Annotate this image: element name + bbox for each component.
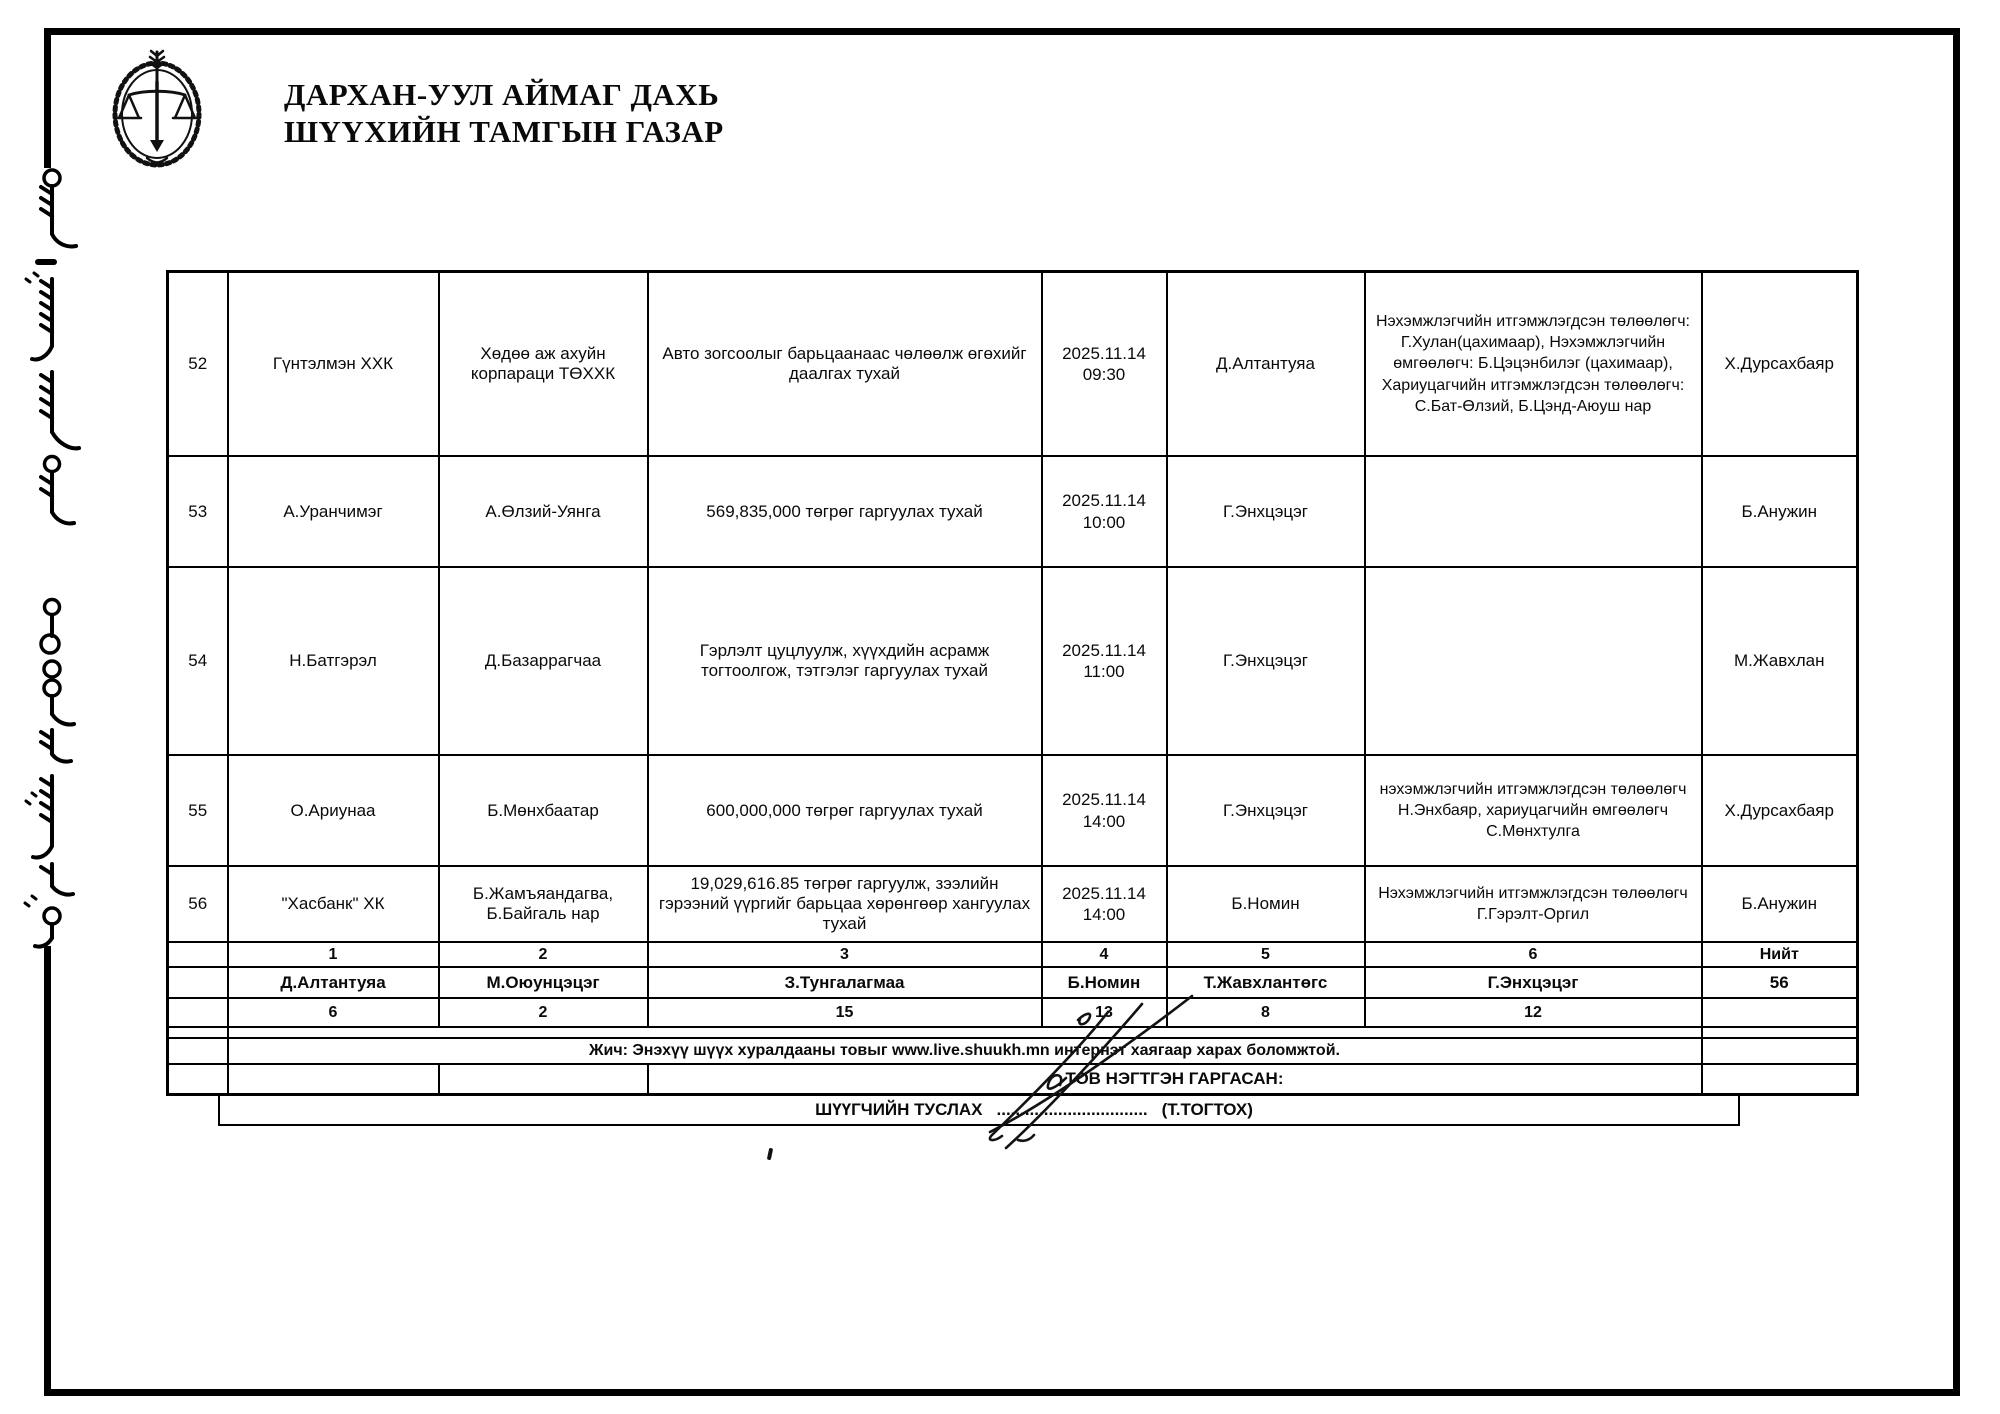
defendant-cell: А.Өлзий-Уянга [439, 456, 648, 567]
frame-border-right [1953, 28, 1960, 1396]
row-number-cell: 52 [168, 272, 228, 457]
judge-name: Т.Жавхлантөгс [1167, 967, 1365, 998]
hearing-datetime-cell [1042, 866, 1167, 942]
empty-cell [1702, 1038, 1858, 1064]
empty-cell [228, 1064, 439, 1095]
hearing-date: 2025.11.14 [1062, 491, 1146, 511]
case-count: 15 [648, 998, 1042, 1027]
col-number: 3 [648, 942, 1042, 967]
summary-column-numbers-row [168, 942, 1858, 967]
empty-cell [1702, 1064, 1858, 1095]
col-number: 2 [439, 942, 648, 967]
case-subject-cell: 19,029,616.85 төгрөг гаргуулж, зээлийн гэрээний үүргийг барьцаа хөрөнгөөр хангуулах тухай [648, 866, 1042, 942]
empty-cell [168, 967, 228, 998]
mongol-bichig-vertical-script [12, 164, 84, 950]
case-subject-cell: Гэрлэлт цуцлуулж, хүүхдийн асрамж тогтоолгож, тэтгэлэг гаргуулах тухай [648, 567, 1042, 755]
hearing-time: 14:00 [1082, 905, 1126, 924]
row-number-cell: 55 [168, 755, 228, 866]
judge-cell: Г.Энхцэцэг [1167, 567, 1365, 755]
col-number: 5 [1167, 942, 1365, 967]
empty-cell [1702, 998, 1858, 1027]
col-number: 6 [1365, 942, 1702, 967]
org-title [284, 76, 724, 150]
summary-judge-names-row [168, 967, 1858, 998]
hearing-date: 2025.11.14 [1062, 883, 1146, 903]
table-row [168, 456, 1858, 567]
participants-cell [1365, 567, 1702, 755]
case-count: 12 [1365, 998, 1702, 1027]
case-subject-cell: 600,000,000 төгрөг гаргуулах тухай [648, 755, 1042, 866]
judge-name: Г.Энхцэцэг [1365, 967, 1702, 998]
hearing-datetime-cell [1042, 456, 1167, 567]
case-subject-cell: 569,835,000 төгрөг гаргуулах тухай [648, 456, 1042, 567]
empty-cell [168, 1038, 228, 1064]
org-title-line2: ШҮҮХИЙН ТАМГЫН ГАЗАР [284, 114, 724, 149]
stray-ink-mark [767, 1148, 773, 1161]
summary-case-counts-row [168, 998, 1858, 1027]
row-number-cell: 54 [168, 567, 228, 755]
defendant-cell: Хөдөө аж ахуйн корпараци ТӨХХК [439, 272, 648, 457]
hearing-datetime-cell [1042, 567, 1167, 755]
frame-border-left-lower [44, 946, 51, 1396]
judge-cell: Г.Энхцэцэг [1167, 755, 1365, 866]
col-number: 1 [228, 942, 439, 967]
compiled-by-row [168, 1064, 1858, 1095]
hearing-date: 2025.11.14 [1062, 640, 1146, 660]
empty-cell [168, 1064, 228, 1095]
participants-cell: Нэхэмжлэгчийн итгэмжлэгдсэн төлөөлөгч: Г.Хулан(цахимаар), Нэхэмжлэгчийн өмгөөлөгч: Б.Цэцэнбилэг (цахимаар), Хариуцагчийн итгэмжлэгдсэн төлөөлөгч: С.Бат-Өлзий, Б.Цэнд-Аюуш нар [1365, 272, 1702, 457]
empty-cell [439, 1064, 648, 1095]
hearing-datetime-cell [1042, 272, 1167, 457]
assistant-signature-row [218, 1096, 1740, 1126]
case-count: 2 [439, 998, 648, 1027]
secretary-cell: М.Жавхлан [1702, 567, 1858, 755]
defendant-cell: Д.Базаррагчаа [439, 567, 648, 755]
hearing-schedule-table [166, 270, 1859, 1096]
empty-cell [168, 942, 228, 967]
secretary-cell: Б.Анужин [1702, 456, 1858, 567]
frame-border-top [44, 28, 1960, 35]
case-count: 6 [228, 998, 439, 1027]
case-count: 8 [1167, 998, 1365, 1027]
livestream-note: Жич: Энэхүү шүүх хуралдааны товыг www.live.shuukh.mn интернэт хаягаар харах боломжтой. [228, 1038, 1702, 1064]
frame-border-left-upper [44, 28, 51, 168]
judge-cell: Б.Номин [1167, 866, 1365, 942]
plaintiff-cell: "Хасбанк" ХК [228, 866, 439, 942]
judge-cell: Г.Энхцэцэг [1167, 456, 1365, 567]
assistant-name: (Т.ТОГТОХ) [1161, 1100, 1253, 1119]
participants-cell [1365, 456, 1702, 567]
org-title-line1: ДАРХАН-УУЛ АЙМАГ ДАХЬ [284, 77, 720, 112]
assistant-role-label: ШҮҮГЧИЙН ТУСЛАХ [815, 1100, 983, 1119]
judge-name: З.Тунгалагмаа [648, 967, 1042, 998]
participants-cell: нэхэмжлэгчийн итгэмжлэгдсэн төлөөлөгч Н.Энхбаяр, хариуцагчийн өмгөөлөгч С.Мөнхтулга [1365, 755, 1702, 866]
judge-name: Б.Номин [1042, 967, 1167, 998]
hearing-date: 2025.11.14 [1062, 343, 1146, 363]
table-row [168, 272, 1858, 457]
row-number-cell: 53 [168, 456, 228, 567]
frame-border-bottom [44, 1389, 1960, 1396]
judge-name: Д.Алтантуяа [228, 967, 439, 998]
compiled-by-label: ТОВ НЭГТГЭН ГАРГАСАН: [648, 1064, 1702, 1095]
plaintiff-cell: Н.Батгэрэл [228, 567, 439, 755]
table-row [168, 567, 1858, 755]
total-value: 56 [1702, 967, 1858, 998]
signature-dotted-line: ................................ [996, 1100, 1148, 1119]
hearing-date: 2025.11.14 [1062, 790, 1146, 810]
case-count: 13 [1042, 998, 1167, 1027]
table-row [168, 866, 1858, 942]
col-number: 4 [1042, 942, 1167, 967]
secretary-cell: Х.Дурсахбаяр [1702, 272, 1858, 457]
hearing-time: 14:00 [1082, 811, 1126, 831]
plaintiff-cell: Гүнтэлмэн ХХК [228, 272, 439, 457]
note-row [168, 1038, 1858, 1064]
secretary-cell: Х.Дурсахбаяр [1702, 755, 1858, 866]
hearing-datetime-cell [1042, 755, 1167, 866]
hearing-time: 10:00 [1082, 512, 1126, 532]
total-label: Нийт [1702, 942, 1858, 967]
row-number-cell: 56 [168, 866, 228, 942]
defendant-cell: Б.Жамъяандагва, Б.Байгаль нар [439, 866, 648, 942]
plaintiff-cell: А.Уранчимэг [228, 456, 439, 567]
empty-cell [1702, 1027, 1858, 1038]
case-subject-cell: Авто зогсоолыг барьцаанаас чөлөөлж өгөхийг даалгах тухай [648, 272, 1042, 457]
empty-cell [228, 1027, 1702, 1038]
empty-cell [168, 998, 228, 1027]
empty-cell [168, 1027, 228, 1038]
hearing-time: 11:00 [1083, 662, 1125, 681]
spacer-row [168, 1027, 1858, 1038]
hearing-schedule-table-wrap [166, 270, 1856, 1126]
plaintiff-cell: О.Ариунаа [228, 755, 439, 866]
participants-cell: Нэхэмжлэгчийн итгэмжлэгдсэн төлөөлөгч Г.Гэрэлт-Оргил [1365, 866, 1702, 942]
judge-name: М.Оюунцэцэг [439, 967, 648, 998]
judge-cell: Д.Алтантуяа [1167, 272, 1365, 457]
defendant-cell: Б.Мөнхбаатар [439, 755, 648, 866]
table-row [168, 755, 1858, 866]
secretary-cell: Б.Анужин [1702, 866, 1858, 942]
hearing-time: 09:30 [1082, 365, 1126, 384]
court-emblem-scales-icon [104, 48, 210, 168]
